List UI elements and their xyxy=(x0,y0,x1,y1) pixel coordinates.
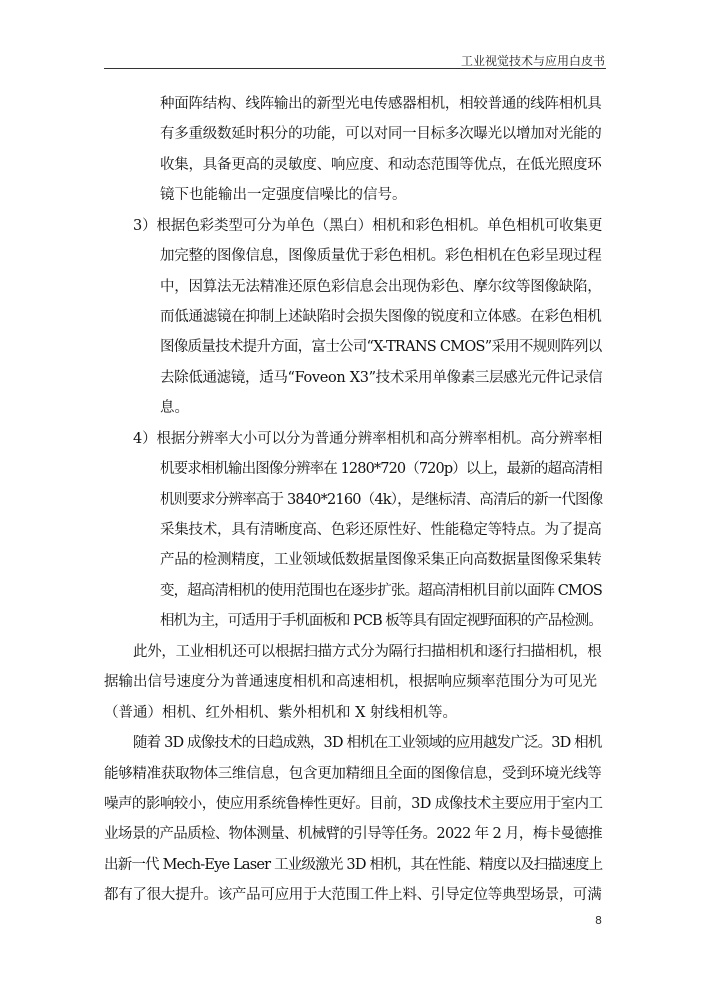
text-line: 中，因算法无法精准还原色彩信息会出现伪彩色、摩尔纹等图像缺陷， xyxy=(160,279,602,295)
text-line: 去除低通滤镜，适马“Foveon X3”技术采用单像素三层感光元件记录信 xyxy=(160,370,603,386)
text-line: 都有了很大提升。该产品可应用于大范围工件上料、引导定位等典型场景，可满 xyxy=(104,887,602,903)
text-line: 采集技术，具有清晰度高、色彩还原性好、性能稳定等特点。为了提高 xyxy=(160,522,602,538)
text-line: 出新一代 Mech-Eye Laser 工业级激光 3D 相机，其在性能、精度以及扫描速度上 xyxy=(104,857,603,873)
running-header-title: 工业视觉技术与应用白皮书 xyxy=(460,54,605,68)
header-divider xyxy=(104,68,606,69)
text-line: 此外，工业相机还可以根据扫描方式分为隔行扫描相机和逐行扫描相机，根 xyxy=(133,644,602,660)
text-line: 3）根据色彩类型可分为单色（黑白）相机和彩色相机。单色相机可收集更 xyxy=(133,218,603,234)
text-line: 据输出信号速度分为普通速度相机和高速相机，根据响应频率范围分为可见光 xyxy=(104,674,597,690)
text-line: 产品的检测精度，工业领域低数据量图像采集正向高数据量图像采集转 xyxy=(160,552,602,568)
text-line: 变，超高清相机的使用范围也在逐步扩张。超高清相机目前以面阵 CMOS xyxy=(160,583,602,599)
text-line: 息。 xyxy=(160,400,189,416)
text-line: 4）根据分辨率大小可以分为普通分辨率相机和高分辨率相机。高分辨率相 xyxy=(133,431,603,447)
text-line: 有多重级数延时积分的功能，可以对同一目标多次曝光以增加对光能的 xyxy=(160,126,602,142)
text-line: 随着 3D 成像技术的日趋成熟，3D 相机在工业领域的应用越发广泛。3D 相机 xyxy=(133,735,602,751)
text-line: 机则要求分辨率高于 3840*2160（4k），是继标清、高清后的新一代图像 xyxy=(160,492,603,508)
text-line: 业场景的产品质检、物体测量、机械臂的引导等任务。2022 年 2 月，梅卡曼德推 xyxy=(104,826,602,842)
text-line: 收集，具备更高的灵敏度、响应度、和动态范围等优点，在低光照度环 xyxy=(160,157,602,173)
text-line: 而低通滤镜在抑制上述缺陷时会损失图像的锐度和立体感。在彩色相机 xyxy=(160,309,602,325)
text-line: 能够精准获取物体三维信息，包含更加精细且全面的图像信息，受到环境光线等 xyxy=(104,766,602,782)
text-line: 相机为主，可适用于手机面板和 PCB 板等具有固定视野面积的产品检测。 xyxy=(160,613,602,629)
text-line: 图像质量技术提升方面，富士公司“X-TRANS CMOS”采用不规则阵列以 xyxy=(160,339,602,355)
text-line: 机要求相机输出图像分辨率在 1280*720（720p）以上，最新的超高清相 xyxy=(160,461,602,477)
text-line: 镜下也能输出一定强度信噪比的信号。 xyxy=(160,187,407,203)
page-number: 8 xyxy=(595,914,602,927)
text-line: （普通）相机、红外相机、紫外相机和 X 射线相机等。 xyxy=(104,705,458,721)
text-line: 噪声的影响较小，使应用系统鲁棒性更好。目前，3D 成像技术主要应用于室内工 xyxy=(104,796,603,812)
text-line: 加完整的图像信息，图像质量优于彩色相机。彩色相机在色彩呈现过程 xyxy=(160,248,602,264)
text-line: 种面阵结构、线阵输出的新型光电传感器相机，相较普通的线阵相机具 xyxy=(160,96,602,112)
